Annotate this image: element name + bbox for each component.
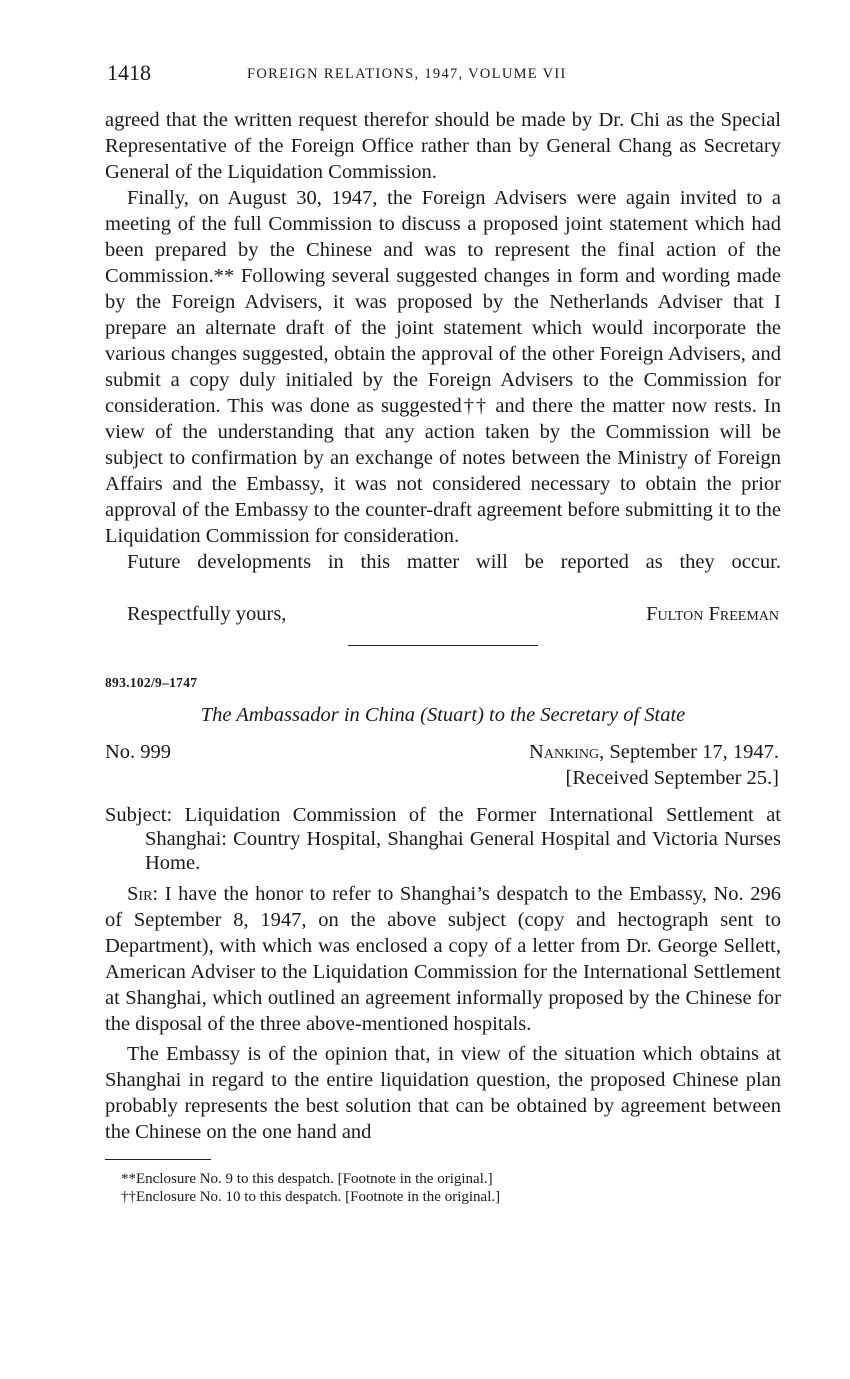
paragraph-text: : I have the honor to refer to Shanghai’s despatch to the Embassy, No. 296 of September 8, 1947, on the above subject (copy and hectograph sent to Department), with which was enclosed a copy of a letter from Dr. George Sellett, American Adviser to the Liquidation Commission for the International Settlement at Shanghai, which outlined an agreement informally proposed by the Chinese for the disposal of the three above-mentioned hospitals. (105, 883, 781, 1035)
received-date: [Received September 25.] (565, 767, 779, 789)
salutation: Sir (127, 883, 153, 905)
despatch-number: No. 999 (105, 741, 172, 763)
file-number: 893.102/9–1747 (105, 675, 198, 690)
paragraph: The Embassy is of the opinion that, in view of the situation which obtains at Shanghai in regard to the entire liquidation question, the proposed Chinese plan probably represents the best solution that can be obtained by agreement between the Chinese on the one hand and (105, 1043, 781, 1143)
page-number: 1418 (107, 60, 151, 85)
signature-block (105, 601, 781, 627)
place: Nanking (529, 741, 600, 763)
letter-body (105, 881, 781, 1145)
dateline (105, 741, 781, 767)
footnote-rule (105, 1159, 211, 1160)
page-header (105, 58, 781, 92)
signature: Fulton Freeman (646, 603, 779, 625)
paragraph: Finally, on August 30, 1947, the Foreign Advisers were again invited to a meeting of the full Commission to discuss a proposed joint statement which had been prepared by the Chinese and was to represent the final action of the Commission.** Following several suggested changes in form and wording made by the Foreign Advisers, it was proposed by the Netherlands Adviser that I prepare an alternate draft of the joint statement which would incorporate the various changes suggested, obtain the approval of the other Foreign Advisers, and submit a copy duly initialed by the Foreign Advisers to the Commission for consideration. This was done as suggested†† and there the matter now rests. In view of the understanding that any action taken by the Commission will be subject to confirmation by an exchange of notes between the Ministry of Foreign Affairs and the Embassy, it was not considered necessary to obtain the prior approval of the Embassy to the counter-draft agreement before submitting it to the Liquidation Commission for consideration. (105, 187, 781, 547)
document-page (105, 58, 781, 1206)
subject-line: Subject: Liquidation Commission of the Former International Settlement at Shanghai: Country Hospital, Shanghai General Hospital and Victoria Nurses Home. (105, 804, 781, 874)
place-date (529, 741, 779, 764)
footnote: ††Enclosure No. 10 to this despatch. [Footnote in the original.] (121, 1189, 501, 1205)
date: , September 17, 1947. (599, 741, 779, 763)
paragraph: Future developments in this matter will be reported as they occur. (127, 551, 781, 573)
footnote: **Enclosure No. 9 to this despatch. [Footnote in the original.] (121, 1171, 493, 1187)
continued-letter (105, 107, 781, 627)
running-title: FOREIGN RELATIONS, 1947, VOLUME VII (247, 66, 567, 82)
document-title: The Ambassador in China (Stuart) to the Secretary of State (200, 704, 686, 726)
footnotes (105, 1170, 781, 1206)
received-line (105, 767, 781, 793)
closing: Respectfully yours, (127, 603, 287, 625)
paragraph (105, 881, 781, 1037)
paragraph: agreed that the written request therefor should be made by Dr. Chi as the Special Representative of the Foreign Office rather than by General Chang as Secretary General of the Liquidation Commission. (105, 109, 781, 183)
section-divider (348, 645, 538, 646)
